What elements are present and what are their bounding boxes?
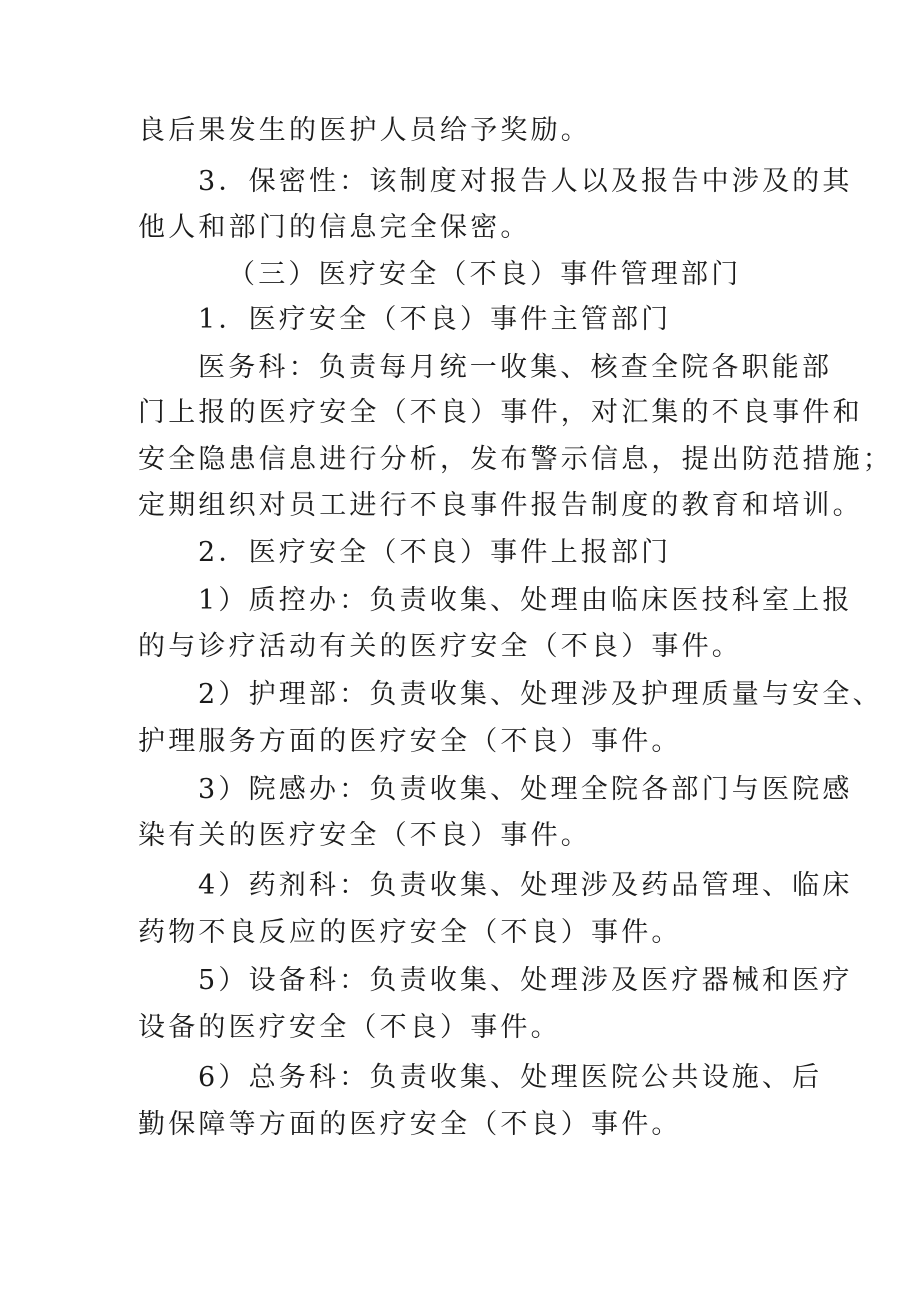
section-heading: （三）医疗安全（不良）事件管理部门 [228, 259, 742, 290]
text-line: 的与诊疗活动有关的医疗安全（不良）事件。 [138, 631, 742, 662]
text-line: 护理服务方面的医疗安全（不良）事件。 [138, 726, 682, 757]
text-line: 医务科：负责每月统一收集、核查全院各职能部 [198, 352, 833, 383]
text-line: 药物不良反应的医疗安全（不良）事件。 [138, 917, 682, 948]
text-line: 安全隐患信息进行分析，发布警示信息，提出防范措施； [138, 444, 893, 475]
text-line: 良后果发生的医护人员给予奖励。 [138, 115, 591, 146]
text-line: 门上报的医疗安全（不良）事件，对汇集的不良事件和 [138, 397, 863, 428]
text-line: 3．保密性：该制度对报告人以及报告中涉及的其 [198, 166, 853, 197]
text-line: 定期组织对员工进行不良事件报告制度的教育和培训。 [138, 490, 863, 521]
text-line: 3）院感办：负责收集、处理全院各部门与医院感 [198, 774, 853, 805]
text-line: 勤保障等方面的医疗安全（不良）事件。 [138, 1109, 682, 1140]
text-line: 设备的医疗安全（不良）事件。 [138, 1012, 561, 1043]
subsection-heading: 2．医疗安全（不良）事件上报部门 [198, 537, 672, 568]
text-line: 4）药剂科：负责收集、处理涉及药品管理、临床 [198, 870, 853, 901]
text-line: 1）质控办：负责收集、处理由临床医技科室上报 [198, 585, 853, 616]
text-line: 染有关的医疗安全（不良）事件。 [138, 820, 591, 851]
text-line: 他人和部门的信息完全保密。 [138, 212, 531, 243]
text-line: 5）设备科：负责收集、处理涉及医疗器械和医疗 [198, 965, 853, 996]
text-line: 2）护理部：负责收集、处理涉及护理质量与安全、 [198, 679, 883, 710]
text-line: 6）总务科：负责收集、处理医院公共设施、后 [198, 1062, 823, 1093]
subsection-heading: 1．医疗安全（不良）事件主管部门 [198, 304, 672, 335]
